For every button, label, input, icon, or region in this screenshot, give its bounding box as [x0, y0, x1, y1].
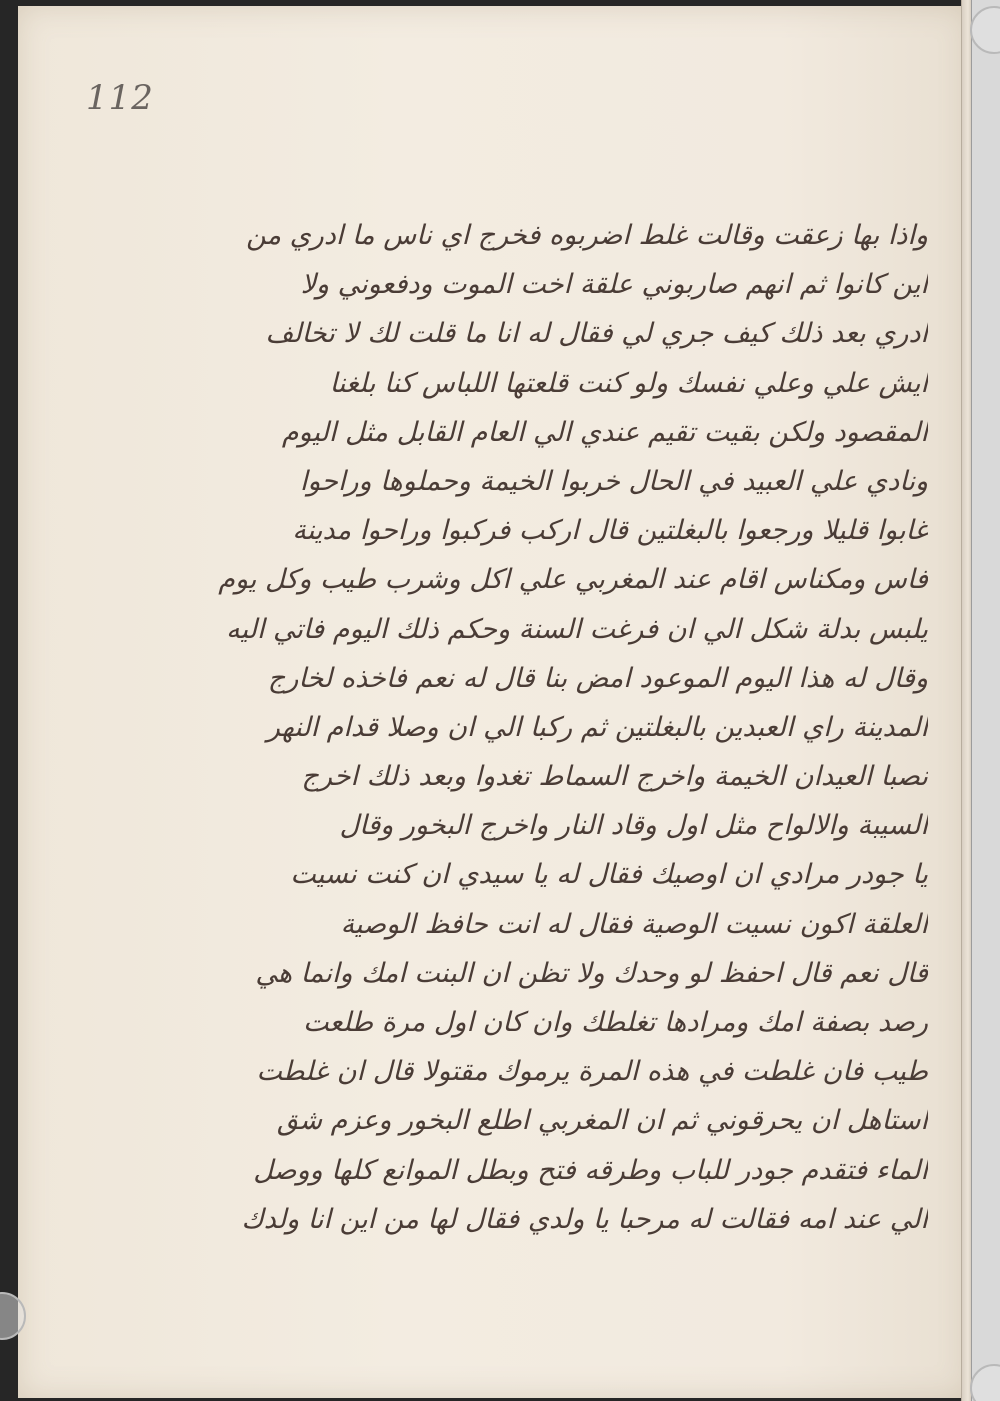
text-line: رصد بصفة امك ومرادها تغلطك وان كان اول مرة طلعت	[303, 1007, 928, 1038]
text-line: قال نعم قال احفظ لو وحدك ولا تظن ان البنت امك وانما هي	[255, 957, 928, 989]
text-line: المدينة راي العبدين بالبغلتين ثم ركبا الي ان وصلا قدام النهر	[266, 711, 928, 743]
text-line: العلقة اكون نسيت الوصية فقال له انت حافظ الوصية	[340, 908, 928, 940]
scanner-edge	[971, 0, 1000, 1401]
text-line: يلبس بدلة شكل الي ان فرغت السنة وحكم ذلك اليوم فاتي اليه	[226, 613, 928, 645]
manuscript-text-block	[168, 211, 928, 1244]
text-line: الي عند امه فقالت له مرحبا يا ولدي فقال لها من اين انا ولدك	[241, 1203, 928, 1235]
text-line: السيبة والالواح مثل اول وقاد النار واخرج البخور وقال	[339, 810, 928, 842]
folio-number: 112	[86, 78, 154, 118]
text-line: ايش علي وعلي نفسك ولو كنت قلعتها اللباس كنا بلغنا	[329, 367, 928, 399]
text-line: يا جودر مرادي ان اوصيك فقال له يا سيدي ان كنت نسيت	[290, 859, 928, 891]
text-line: الماء فتقدم جودر للباب وطرقه فتح وبطل الموانع كلها ووصل	[253, 1154, 928, 1186]
text-line: المقصود ولكن بقيت تقيم عندي الي العام القابل مثل اليوم	[281, 416, 928, 448]
text-line: غابوا قليلا ورجعوا بالبغلتين قال اركب فركبوا وراحوا مدينة	[292, 515, 928, 547]
manuscript-page	[18, 6, 970, 1398]
text-line: ادري بعد ذلك كيف جري لي فقال له انا ما قلت لك لا تخالف	[265, 318, 928, 350]
text-line: واذا بها زعقت وقالت غلط اضربوه فخرج اي ناس ما ادري من	[246, 220, 928, 251]
text-line: طيب فان غلطت في هذه المرة يرموك مقتولا قال ان غلطت	[256, 1056, 928, 1088]
text-line: وقال له هذا اليوم الموعود امض بنا قال له نعم فاخذه لخارج	[267, 662, 928, 694]
text-line: ونادي علي العبيد في الحال خربوا الخيمة وحملوها وراحوا	[299, 465, 928, 497]
text-line: نصبا العيدان الخيمة واخرج السماط تغدوا وبعد ذلك اخرج	[301, 761, 928, 793]
text-line: استاهل ان يحرقوني ثم ان المغربي اطلع البخور وعزم شق	[276, 1105, 928, 1137]
text-line: اين كانوا ثم انهم صاربوني علقة اخت الموت ودفعوني ولا	[300, 269, 928, 301]
text-line: فاس ومكناس اقام عند المغربي علي اكل وشرب طيب وكل يوم	[218, 564, 928, 596]
